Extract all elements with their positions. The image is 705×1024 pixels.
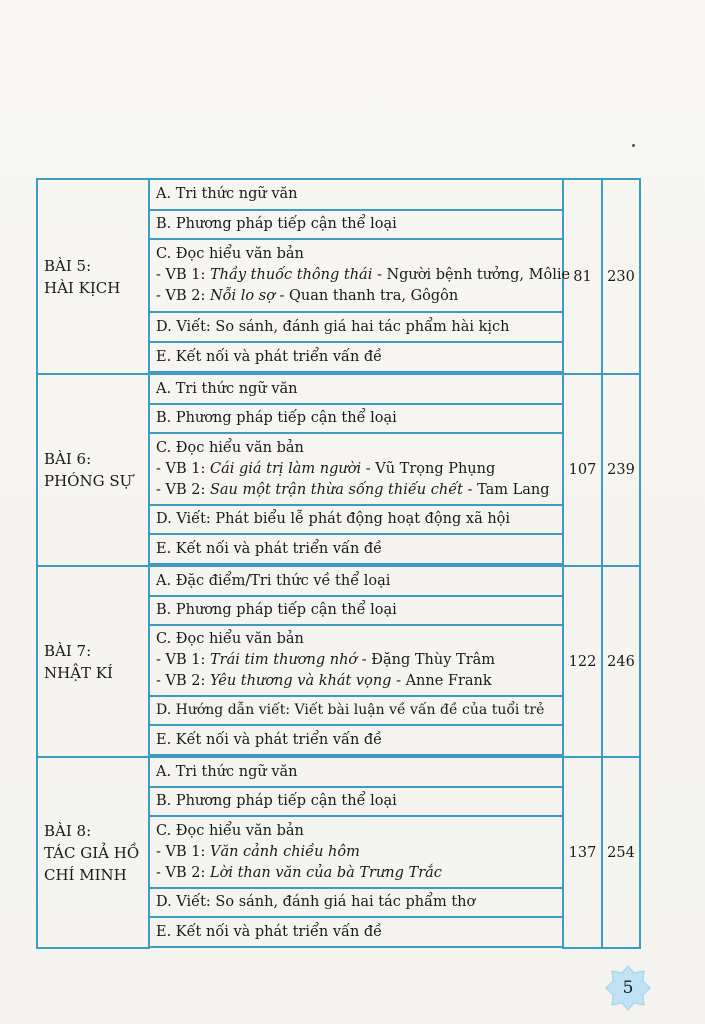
section-e: E. Kết nối và phát triển vấn đề [149,534,563,564]
text-1-author: - Người bệnh tưởng, Môlie [372,267,571,283]
section-c-heading: C. Đọc hiểu văn bản [156,631,304,647]
section-c [149,816,563,888]
section-c-heading: C. Đọc hiểu văn bản [156,246,304,262]
table-row [37,757,640,787]
section-c-heading: C. Đọc hiểu văn bản [156,439,304,456]
text-2 [156,671,556,692]
section-a: A. Tri thức ngữ văn [149,757,563,787]
lesson-title-line: HÀI KỊCH [44,278,121,297]
section-d: D. Viết: Phát biểu lễ phát động hoạt động xã hội [149,505,563,534]
text-2-author: - Quan thanh tra, Gôgôn [274,288,459,304]
section-c [149,433,563,505]
text-2-label: - VB 2: [156,481,210,498]
page-ref-b: 239 [602,374,640,566]
section-b: B. Phương pháp tiếp cận thể loại [149,787,563,816]
page-number-badge [604,964,652,1012]
text-2-label: - VB 2: [156,864,210,881]
section-d: D. Hướng dẫn viết: Viết bài luận về vấn đề của tuổi trẻ [149,696,563,725]
text-2 [156,480,556,501]
page-number: 5 [622,978,634,998]
text-1-label: - VB 1: [156,460,210,477]
page-ref-b: 246 [602,566,640,757]
text-1-label: - VB 1: [156,652,210,668]
lesson-title [37,757,149,948]
section-c [149,239,571,312]
section-c-heading: C. Đọc hiểu văn bản [156,822,304,839]
section-d: D. Viết: So sánh, đánh giá hai tác phẩm hài kịch [149,312,563,342]
section-b: B. Phương pháp tiếp cận thể loại [149,210,563,239]
text-1 [156,650,556,671]
speck [632,144,635,147]
text-2-label: - VB 2: [156,673,210,689]
lesson-title [37,179,149,374]
text-1-title: Trái tim thương nhớ [209,652,358,668]
lesson-title-line: BÀI 5: [44,256,92,275]
lesson-title [37,374,149,566]
page-ref-a: 122 [563,566,602,757]
lesson-title-line: NHẬT KÍ [44,663,113,682]
lesson-title-line: CHÍ MINH [44,865,127,884]
lesson-title [37,566,149,757]
section-b: B. Phương pháp tiếp cận thể loại [149,596,563,625]
text-1-title: Thầy thuốc thông thái [209,267,373,283]
section-e: E. Kết nối và phát triển vấn đề [149,342,563,372]
text-2-title: Lời than văn của bà Trưng Trắc [209,864,442,881]
lesson-title-line: BÀI 6: [44,450,92,468]
page-ref-a: 137 [563,757,602,948]
text-2 [156,286,556,307]
section-a: A. Tri thức ngữ văn [149,374,563,404]
text-2-title: Sau một trận thừa sống thiếu chết [209,481,463,498]
section-e: E. Kết nối và phát triển vấn đề [149,725,563,755]
lesson-title-line: BÀI 7: [44,641,92,660]
page-ref-b: 254 [602,757,640,948]
section-a: A. Đặc điểm/Tri thức về thể loại [149,566,563,596]
text-1 [156,265,571,286]
section-d: D. Viết: So sánh, đánh giá hai tác phẩm thơ [149,888,563,917]
text-2-label: - VB 2: [156,288,210,304]
page-ref-a: 81 [563,179,602,374]
section-c [149,625,563,696]
section-a: A. Tri thức ngữ văn [149,179,563,210]
table-of-contents [36,178,641,949]
lesson-title-line: BÀI 8: [44,821,92,840]
page-ref-a: 107 [563,374,602,566]
text-2-author: - Tam Lang [462,481,550,498]
text-1-title: Cái giá trị làm người [209,460,362,477]
text-1 [156,842,556,863]
text-1-title: Văn cảnh chiều hôm [209,843,360,860]
section-e: E. Kết nối và phát triển vấn đề [149,917,563,947]
table-row [37,566,640,596]
table-row [37,374,640,404]
lesson-title-line: TÁC GIẢ HỒ [44,843,140,862]
text-2-title: Nỗi lo sợ [209,288,275,304]
lesson-title-line: PHÓNG SỰ [44,472,133,490]
text-1 [156,459,556,480]
text-1-author: - Vũ Trọng Phụng [361,460,496,477]
page-ref-b: 230 [602,179,640,374]
section-b: B. Phương pháp tiếp cận thể loại [149,404,563,433]
text-2-author: - Anne Frank [391,673,492,689]
text-2-title: Yêu thương và khát vọng [209,673,392,689]
table-row [37,179,640,210]
text-2 [156,863,556,884]
text-1-author: - Đặng Thùy Trâm [357,652,496,668]
text-1-label: - VB 1: [156,267,210,283]
text-1-label: - VB 1: [156,843,210,860]
